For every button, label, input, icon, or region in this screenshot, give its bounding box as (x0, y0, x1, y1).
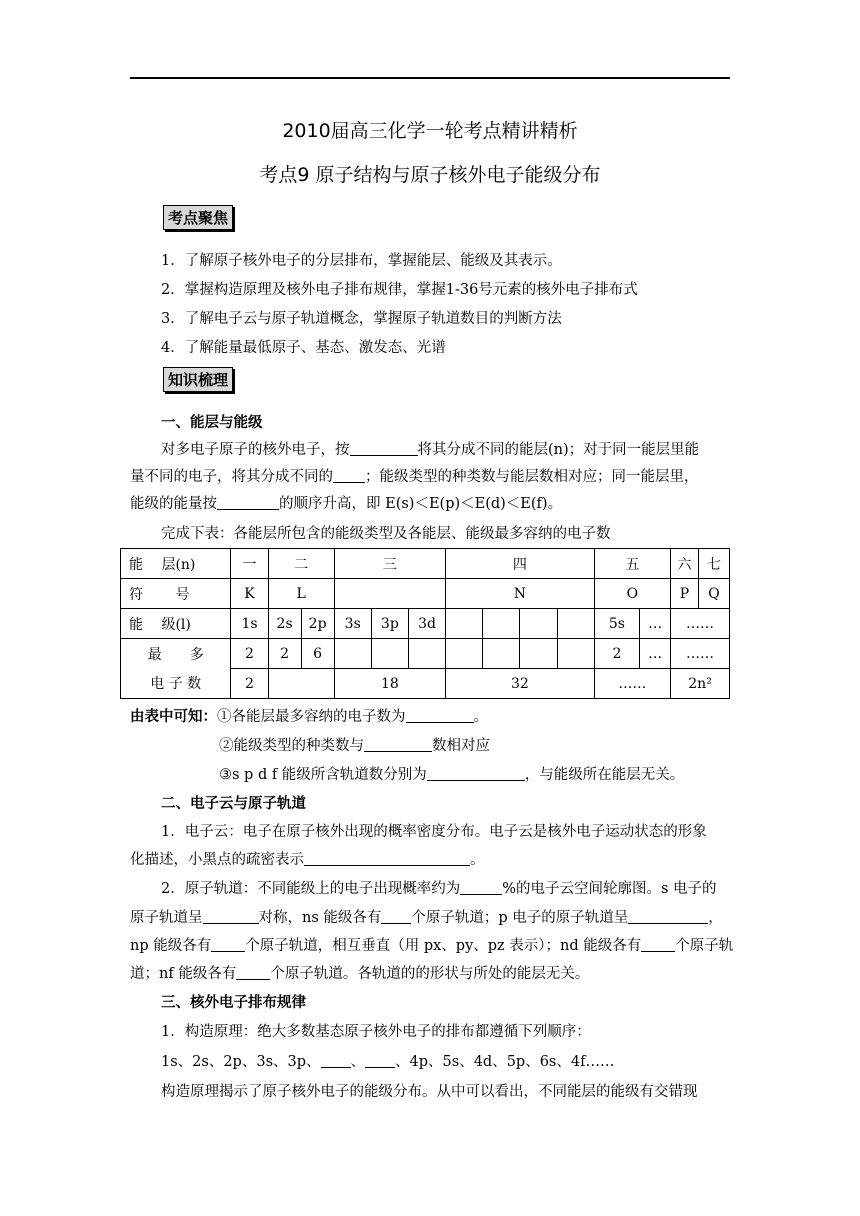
table-cell: 1s (231, 609, 268, 639)
table-cell: 3s (334, 609, 371, 639)
table-cell (446, 609, 483, 639)
section1-title: 一、能层与能级 (161, 415, 263, 431)
table-cell: 一 (231, 549, 268, 579)
document-subtitle: 考点9 原子结构与原子核外电子能级分布 (259, 164, 601, 186)
table-cell: 32 (446, 669, 595, 699)
section1-para-line3: 能级的能量按 的顺序升高，即 E(s)＜E(p)＜E(d)＜E(f)。 (130, 496, 563, 512)
energy-level-table (120, 548, 730, 699)
section1-para-line2: 量不同的电子，将其分成不同的 ；能级类型的种类数与能层数相对应；同一能层里， (130, 469, 699, 485)
table-cell: 三 (334, 549, 445, 579)
table-cell: 2n² (671, 669, 730, 699)
section3-line1: 1．构造原理：绝大多数基态原子核外电子的排布都遵循下列顺序： (161, 1024, 591, 1040)
table-cell: 2 (594, 639, 639, 669)
table-cell: K (231, 579, 268, 609)
row-label: 符 号 (121, 579, 231, 609)
table-cell: L (268, 579, 334, 609)
blank-field[interactable] (381, 909, 411, 924)
table-cell: 二 (268, 549, 334, 579)
focus-item-2: 2．掌握构造原理及核外电子排布规律，掌握1-36号元素的核外电子排布式 (161, 282, 638, 298)
focus-item-1: 1．了解原子核外电子的分层排布，掌握能层、能级及其表示。 (161, 253, 562, 269)
table-cell (557, 639, 594, 669)
row-label: 最 多 (121, 639, 231, 669)
section2-line3: 2．原子轨道：不同能级上的电子出现概率约为 %的电子云空间轮廓图。s 电子的 (161, 881, 717, 897)
table-cell: 2 (231, 669, 268, 699)
table-cell: …… (594, 669, 670, 699)
section2-line1: 1．电子云：电子在原子核外出现的概率密度分布。电子云是核外电子运动状态的形象 (161, 824, 707, 840)
table-row (121, 609, 730, 639)
table-cell: 四 (446, 549, 595, 579)
table-cell: …… (671, 639, 730, 669)
table-cell (483, 609, 520, 639)
blank-field[interactable] (211, 937, 245, 952)
table-cell: 18 (334, 669, 445, 699)
table-row (121, 669, 730, 699)
table-cell: 六 (671, 549, 699, 579)
table-cell (371, 639, 408, 669)
section2-line2: 化描述，小黑点的疏密表示 。 (130, 852, 485, 868)
table-cell: Q (698, 579, 729, 609)
row-label: 能 层(n) (121, 549, 231, 579)
conclusion-3: ③s p d f 能级所含轨道数分别为 ，与能级所在能层无关。 (219, 767, 685, 783)
row-label: 能 级(l) (121, 609, 231, 639)
document-title: 2010届高三化学一轮考点精讲精析 (282, 120, 578, 142)
blank-field[interactable] (304, 851, 470, 866)
table-cell: …… (671, 609, 730, 639)
section3-line2: 1s、2s、2p、3s、3p、 、 、4p、5s、4d、5p、6s、4f…… (161, 1054, 615, 1070)
section2-line6: 道；nf 能级各有 个原子轨道。各轨道的的形状与所处的能层无关。 (130, 966, 590, 982)
conclusion-1: 由表中可知：①各能层最多容纳的电子数为 。 (130, 709, 488, 725)
table-cell: 6 (301, 639, 334, 669)
section1-para-line1: 对多电子原子的核外电子，按 将其分成不同的能层(n)；对于同一能层里能 (161, 442, 700, 458)
table-row (121, 579, 730, 609)
table-cell (446, 639, 483, 669)
table-cell: … (640, 639, 671, 669)
table-cell (408, 639, 445, 669)
table-cell: … (640, 609, 671, 639)
table-row (121, 549, 730, 579)
table-cell (268, 669, 334, 699)
table-cell: 2s (268, 609, 301, 639)
table-cell (334, 579, 445, 609)
row-label: 电 子 数 (121, 669, 231, 699)
blank-field[interactable] (628, 909, 708, 924)
table-cell: 五 (594, 549, 670, 579)
blank-field[interactable] (641, 937, 675, 952)
table-cell: 3d (408, 609, 445, 639)
table-intro: 完成下表：各能层所包含的能级类型及各能层、能级最多容纳的电子数 (161, 526, 611, 542)
section2-line4: 原子轨道呈 对称，ns 能级各有 个原子轨道；p 电子的原子轨道呈 ， (130, 910, 723, 926)
blank-field[interactable] (365, 1053, 395, 1068)
blank-field[interactable] (350, 441, 418, 456)
table-cell (483, 639, 520, 669)
blank-field[interactable] (217, 495, 279, 510)
table-cell: 5s (594, 609, 639, 639)
blank-field[interactable] (406, 708, 474, 723)
focus-heading: 考点聚焦 (163, 205, 233, 230)
focus-item-4: 4．了解能量最低原子、基态、激发态、光谱 (161, 340, 446, 356)
top-rule (130, 77, 730, 79)
table-cell: P (671, 579, 699, 609)
section3-title: 三、核外电子排布规律 (161, 995, 306, 1011)
section2-title: 二、电子云与原子轨道 (161, 796, 306, 812)
table-row (121, 639, 730, 669)
table-cell: O (594, 579, 670, 609)
table-cell: 2 (268, 639, 301, 669)
table-cell: 2 (231, 639, 268, 669)
blank-field[interactable] (236, 965, 270, 980)
table-cell: 七 (698, 549, 729, 579)
section2-line5: np 能级各有 个原子轨道，相互垂直（用 px、py、pz 表示）；nd 能级各有 个原子轨 (130, 938, 734, 954)
table-cell (557, 609, 594, 639)
blank-field[interactable] (203, 909, 259, 924)
table-cell: 2p (301, 609, 334, 639)
conclusion-2: ②能级类型的种类数与 数相对应 (219, 738, 490, 754)
table-cell: N (446, 579, 595, 609)
table-cell (520, 609, 557, 639)
focus-item-3: 3．了解电子云与原子轨道概念，掌握原子轨道数目的判断方法 (161, 311, 562, 327)
knowledge-heading: 知识梳理 (163, 367, 233, 392)
table-cell (334, 639, 371, 669)
blank-field[interactable] (460, 880, 502, 895)
table-cell (520, 639, 557, 669)
blank-field[interactable] (333, 468, 365, 483)
blank-field[interactable] (321, 1053, 351, 1068)
blank-field[interactable] (364, 737, 432, 752)
blank-field[interactable] (427, 766, 525, 781)
section3-line3: 构造原理揭示了原子核外电子的能级分布。从中可以看出，不同能层的能级有交错现 (161, 1084, 698, 1100)
table-cell: 3p (371, 609, 408, 639)
